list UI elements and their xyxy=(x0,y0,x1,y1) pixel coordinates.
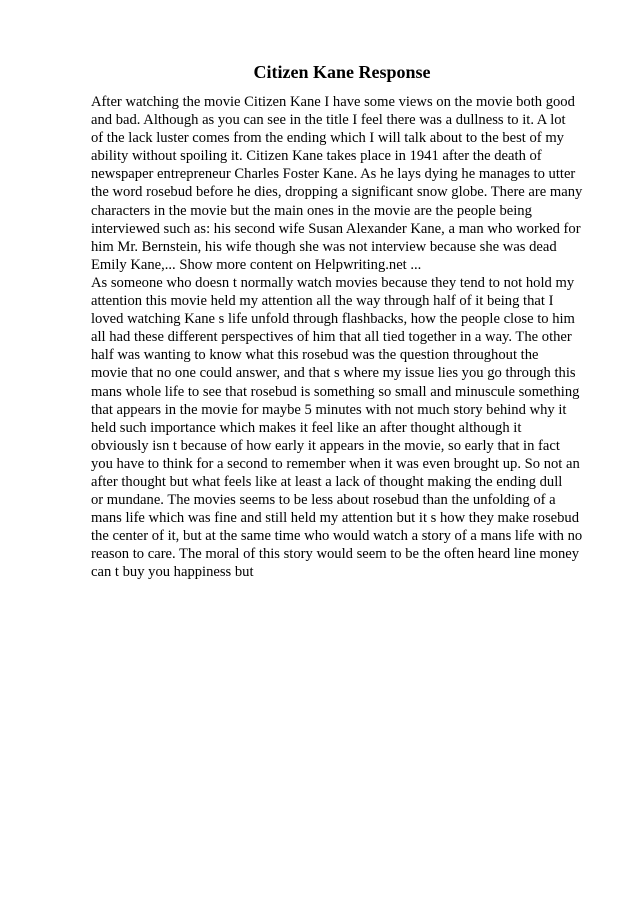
body-line: the center of it, but at the same time who would watch a story of a mans life with no xyxy=(91,528,583,545)
body-line: As someone who doesn t normally watch movies because they tend to not hold my xyxy=(91,274,575,291)
body-line: after thought but what feels like at least a lack of thought making the ending dull xyxy=(91,473,563,490)
body-line: movie that no one could answer, and that s where my issue lies you go through this xyxy=(91,365,576,382)
body-line: or mundane. The movies seems to be less about rosebud than the unfolding of a xyxy=(91,492,556,509)
body-line: attention this movie held my attention all the way through half of it being that I xyxy=(91,293,554,310)
document-title: Citizen Kane Response xyxy=(253,62,431,82)
body-line: that appears in the movie for maybe 5 minutes with not much story behind why it xyxy=(91,401,567,418)
body-line: After watching the movie Citizen Kane I have some views on the movie both good xyxy=(91,94,575,110)
body-line: reason to care. The moral of this story would seem to be the often heard line money xyxy=(91,546,580,563)
body-line: characters in the movie but the main ones in the movie are the people being xyxy=(91,202,532,219)
document-body xyxy=(91,93,582,582)
body-line: of the lack luster comes from the ending which I will talk about to the best of my xyxy=(91,130,564,147)
body-line: obviously isn t because of how early it appears in the movie, so early that in fact xyxy=(91,437,560,454)
body-line: loved watching Kane s life unfold through flashbacks, how the people close to him xyxy=(91,311,575,328)
body-line: interviewed such as: his second wife Susan Alexander Kane, a man who worked for xyxy=(91,220,581,237)
body-line: mans whole life to see that rosebud is something so small and minuscule something xyxy=(91,383,580,400)
body-line: ability without spoiling it. Citizen Kane takes place in 1941 after the death of xyxy=(91,148,542,165)
body-line: you have to think for a second to remember when it was even brought up. So not an xyxy=(91,455,580,472)
body-line: all had these different perspectives of him that all tied together in a way. The other xyxy=(91,329,572,346)
body-line: newspaper entrepreneur Charles Foster Kane. As he lays dying he manages to utter xyxy=(91,166,576,183)
body-line: Emily Kane,... Show more content on Helpwriting.net ... xyxy=(91,256,422,273)
body-line: the word rosebud before he dies, dropping a significant snow globe. There are many xyxy=(91,184,583,201)
body-line: and bad. Although as you can see in the title I feel there was a dullness to it. A lot xyxy=(91,112,566,129)
body-line: him Mr. Bernstein, his wife though she was not interview because she was dead xyxy=(91,238,557,255)
body-line: half was wanting to know what this rosebud was the question throughout the xyxy=(91,347,539,364)
body-line: mans life which was fine and still held my attention but it s how they make rosebud xyxy=(91,510,579,527)
body-line: held such importance which makes it feel like an after thought although it xyxy=(91,419,522,436)
body-line: can t buy you happiness but xyxy=(91,564,254,581)
